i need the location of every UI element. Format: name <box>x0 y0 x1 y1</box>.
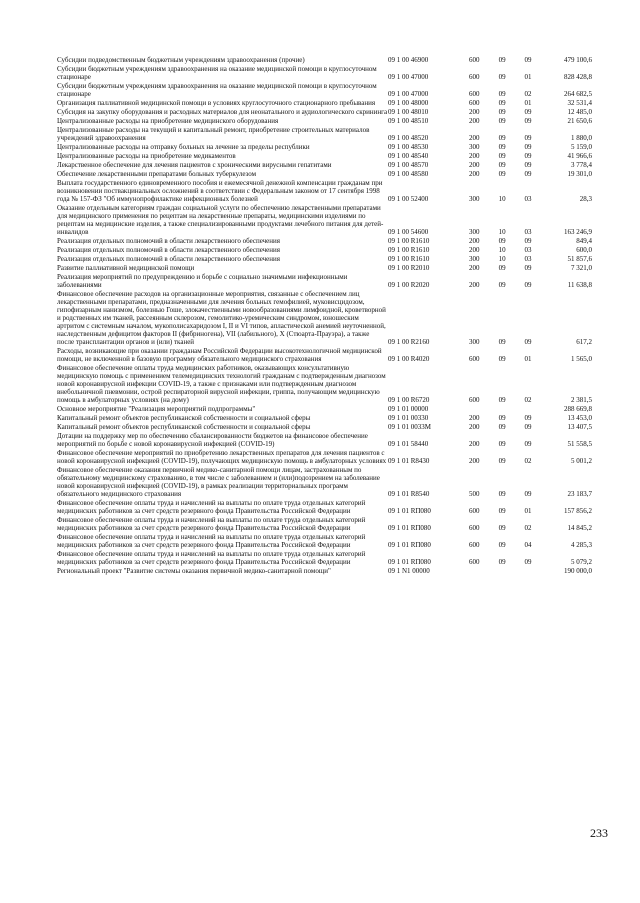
row-subsection-code: 09 <box>524 170 532 178</box>
row-section-code: 09 <box>498 440 506 448</box>
row-amount: 190 000,0 <box>564 567 592 575</box>
row-target-article-code: 09 1 01 RП080 <box>387 541 431 549</box>
table-row <box>57 273 592 290</box>
row-amount: 1 565,0 <box>571 355 592 363</box>
row-section-code: 10 <box>498 195 506 203</box>
row-expense-type-code: 600 <box>468 355 480 363</box>
row-target-article-code: 09 1 01 R8430 <box>387 457 430 465</box>
row-target-article-code: 09 1 N1 00000 <box>387 567 430 575</box>
table-row <box>57 516 592 533</box>
row-amount: 23 183,7 <box>567 490 592 498</box>
row-expense-type-code: 600 <box>468 73 480 81</box>
row-target-article-code: 09 1 01 58440 <box>387 440 429 448</box>
row-expense-type-code: 200 <box>468 414 480 422</box>
table-row <box>57 82 592 99</box>
row-subsection-code: 09 <box>524 134 532 142</box>
row-target-article-code: 09 1 00 48540 <box>387 152 429 160</box>
row-subsection-code: 09 <box>524 152 532 160</box>
row-target-article-code: 09 1 00 52400 <box>387 195 429 203</box>
row-target-article-code: 09 1 01 RП080 <box>387 507 431 515</box>
row-expense-type-code: 200 <box>468 281 480 289</box>
table-row <box>57 405 592 414</box>
row-description: Лекарственное обеспечение для лечения пациентов с хроническими вирусными гепатитами <box>57 161 332 169</box>
row-expense-type-code: 200 <box>468 161 480 169</box>
row-target-article-code: 09 1 00 R6720 <box>387 396 430 404</box>
row-subsection-code: 09 <box>524 558 532 566</box>
row-section-code: 09 <box>498 99 506 107</box>
table-row <box>57 550 592 567</box>
row-subsection-code: 09 <box>524 440 532 448</box>
row-subsection-code: 04 <box>524 541 532 549</box>
row-amount: 2 381,5 <box>571 396 592 404</box>
row-target-article-code: 09 1 00 48520 <box>387 134 429 142</box>
row-section-code: 09 <box>498 423 506 431</box>
row-description: Централизованные расходы на отправку больных на лечение за пределы республики <box>57 143 310 151</box>
row-target-article-code: 09 1 00 48000 <box>387 99 429 107</box>
row-section-code: 09 <box>498 56 506 64</box>
budget-table <box>57 56 592 576</box>
row-description: Расходы, возникающие при оказании гражданам Российской Федерации высокотехнологичной медицинской помощи, не включенной в базовую программу обязательного медицинского страхования <box>57 347 382 363</box>
row-subsection-code: 09 <box>524 414 532 422</box>
row-amount: 288 669,8 <box>564 405 592 413</box>
row-expense-type-code: 500 <box>468 490 480 498</box>
row-description: Оказание отдельным категориям граждан социальной услуги по обеспечению лекарственными препаратами для медицинского применения по рецептам на лекарственные препараты, медицинскими изделиями по рецептам на медицинские изделия, а также специализированными продуктами лечебного питания для детей-инвалидов <box>57 204 384 236</box>
row-description: Централизованные расходы на приобретение медикаментов <box>57 152 236 160</box>
row-amount: 12 485,0 <box>567 108 592 116</box>
row-amount: 21 650,6 <box>567 117 592 125</box>
row-target-article-code: 09 1 00 46900 <box>387 56 429 64</box>
row-target-article-code: 09 1 00 47000 <box>387 90 429 98</box>
table-row <box>57 533 592 550</box>
table-row <box>57 255 592 264</box>
row-subsection-code: 09 <box>524 264 532 272</box>
table-row <box>57 108 592 117</box>
row-section-code: 09 <box>498 490 506 498</box>
row-section-code <box>489 567 514 576</box>
row-section-code: 09 <box>498 152 506 160</box>
row-section-code: 09 <box>498 507 506 515</box>
row-expense-type-code: 300 <box>468 255 480 263</box>
row-section-code: 09 <box>498 108 506 116</box>
row-amount: 5 001,2 <box>571 457 592 465</box>
row-description: Капитальный ремонт объектов республиканской собственности и социальной сферы <box>57 414 311 422</box>
row-expense-type-code: 600 <box>468 396 480 404</box>
row-description: Субсидии бюджетным учреждениям здравоохранения на оказание медицинской помощи в круглосуточном стационаре <box>57 65 377 81</box>
table-row <box>57 246 592 255</box>
row-amount: 32 531,4 <box>567 99 592 107</box>
row-subsection-code: 09 <box>524 56 532 64</box>
row-subsection-code: 01 <box>524 73 532 81</box>
row-subsection-code: 01 <box>524 99 532 107</box>
row-expense-type-code: 200 <box>468 237 480 245</box>
row-expense-type-code: 200 <box>468 117 480 125</box>
row-section-code: 09 <box>498 414 506 422</box>
row-amount: 51 558,5 <box>567 440 592 448</box>
row-amount: 617,2 <box>576 338 592 346</box>
row-description: Субсидии бюджетным учреждениям здравоохранения на оказание медицинской помощи в круглосуточном стационаре <box>57 82 377 98</box>
row-expense-type-code: 200 <box>468 246 480 254</box>
row-subsection-code: 09 <box>524 108 532 116</box>
row-amount: 51 857,6 <box>567 255 592 263</box>
row-amount: 5 159,0 <box>571 143 592 151</box>
row-target-article-code: 09 1 00 48570 <box>387 161 429 169</box>
row-subsection-code: 09 <box>524 161 532 169</box>
row-description: Реализация отдельных полномочий в области лекарственного обеспечения <box>57 255 280 263</box>
row-section-code: 10 <box>498 228 506 236</box>
row-expense-type-code: 600 <box>468 507 480 515</box>
row-amount: 28,3 <box>579 195 592 203</box>
table-row <box>57 449 592 466</box>
row-description: Развитие паллиативной медицинской помощи <box>57 264 195 272</box>
row-amount: 5 079,2 <box>571 558 592 566</box>
row-subsection-code: 02 <box>524 524 532 532</box>
row-description: Финансовое обеспечение оплаты труда и начислений на выплаты по оплате труда отдельных категорий медицинских работников за счет средств резервного фонда Правительства Российской Федерации <box>57 516 366 532</box>
table-row <box>57 179 592 204</box>
row-amount: 264 682,5 <box>564 90 592 98</box>
row-description: Реализация мероприятий по предупреждению и борьбе с социально значимыми инфекционными заболеваниями <box>57 273 348 289</box>
row-description: Финансовое обеспечение оплаты труда и начислений на выплаты по оплате труда отдельных категорий медицинских работников за счет средств резервного фонда Правительства Российской Федерации <box>57 499 366 515</box>
page-number: 233 <box>590 826 608 840</box>
row-amount: 7 321,0 <box>571 264 592 272</box>
row-description: Субсидия на закупку оборудования и расходных материалов для неонатального и аудиологического скрининга <box>57 108 388 116</box>
row-target-article-code: 09 1 01 R8540 <box>387 490 430 498</box>
row-target-article-code: 09 1 01 RП080 <box>387 558 431 566</box>
table-row <box>57 117 592 126</box>
row-expense-type-code: 200 <box>468 440 480 448</box>
table-row <box>57 466 592 499</box>
row-description: Финансовое обеспечение оказания первичной медико-санитарной помощи лицам, застрахованным по обязательному медицинскому страхованию, в том числе с заболеванием и (или)подозрением на заболевание новой коронавирусной инфекцией (COVID-19), в рамках реализации территориальных программ обязательного медицинского страхования <box>57 466 380 498</box>
row-target-article-code: 09 1 01 RП080 <box>387 524 431 532</box>
row-section-code: 09 <box>498 281 506 289</box>
row-section-code: 09 <box>498 90 506 98</box>
table-row <box>57 499 592 516</box>
row-section-code: 09 <box>498 143 506 151</box>
row-expense-type-code <box>459 405 489 414</box>
row-subsection-code: 09 <box>524 237 532 245</box>
row-target-article-code: 09 1 00 R4020 <box>387 355 430 363</box>
row-section-code: 09 <box>498 264 506 272</box>
table-row <box>57 65 592 82</box>
row-description: Капитальный ремонт объектов республиканской собственности и социальной сферы <box>57 423 311 431</box>
row-subsection-code: 03 <box>524 195 532 203</box>
row-section-code: 09 <box>498 355 506 363</box>
row-section-code: 09 <box>498 134 506 142</box>
row-description: Обеспечение лекарственными препаратами больных туберкулезом <box>57 170 257 178</box>
row-section-code: 10 <box>498 255 506 263</box>
row-subsection-code <box>515 405 541 414</box>
table-row <box>57 99 592 108</box>
row-expense-type-code: 600 <box>468 524 480 532</box>
row-amount: 157 856,2 <box>564 507 592 515</box>
row-subsection-code: 09 <box>524 423 532 431</box>
row-subsection-code: 09 <box>524 117 532 125</box>
row-section-code: 09 <box>498 541 506 549</box>
row-expense-type-code: 200 <box>468 423 480 431</box>
row-subsection-code: 03 <box>524 255 532 263</box>
table-row <box>57 423 592 432</box>
budget-table-body <box>57 56 592 576</box>
row-description: Субсидии подведомственным бюджетным учреждениям здравоохранения (прочие) <box>57 56 305 64</box>
row-description: Финансовое обеспечение оплаты труда медицинских работников, оказывающих консультативную медицинскую помощь с применением телемедицинских технологий гражданам с подтвержденным диагнозом новой коронавирусной инфекции COVID-19, а также с признаками или подтвержденным диагнозом внебольничной пневмонии, острой респираторной вирусной инфекции, гриппа, получающим медицинскую помощь в амбулаторных условиях (на дому) <box>57 364 386 404</box>
row-target-article-code: 09 1 00 R2020 <box>387 281 430 289</box>
row-subsection-code: 03 <box>524 246 532 254</box>
row-target-article-code: 09 1 00 R2010 <box>387 264 430 272</box>
row-target-article-code: 09 1 00 48580 <box>387 170 429 178</box>
row-section-code: 09 <box>498 396 506 404</box>
row-expense-type-code: 200 <box>468 152 480 160</box>
table-row <box>57 161 592 170</box>
row-expense-type-code: 200 <box>468 108 480 116</box>
row-section-code: 10 <box>498 246 506 254</box>
row-subsection-code: 02 <box>524 457 532 465</box>
table-row <box>57 143 592 152</box>
row-subsection-code: 09 <box>524 490 532 498</box>
row-target-article-code: 09 1 00 R2160 <box>387 338 430 346</box>
table-row <box>57 432 592 449</box>
row-target-article-code: 09 1 00 R1610 <box>387 255 430 263</box>
row-section-code: 09 <box>498 457 506 465</box>
row-target-article-code: 09 1 01 0033М <box>387 423 431 431</box>
table-row <box>57 204 592 237</box>
row-target-article-code: 09 1 01 00000 <box>387 405 429 413</box>
row-subsection-code: 09 <box>524 281 532 289</box>
row-expense-type-code: 600 <box>468 558 480 566</box>
row-section-code: 09 <box>498 524 506 532</box>
row-section-code: 09 <box>498 117 506 125</box>
row-description: Централизованные расходы на приобретение медицинского оборудования <box>57 117 279 125</box>
row-amount: 19 301,0 <box>567 170 592 178</box>
row-target-article-code: 09 1 00 48510 <box>387 117 429 125</box>
row-expense-type-code: 300 <box>468 195 480 203</box>
table-row <box>57 237 592 246</box>
row-expense-type-code <box>459 567 489 576</box>
row-amount: 13 407,5 <box>567 423 592 431</box>
table-row <box>57 152 592 161</box>
row-subsection-code <box>515 567 541 576</box>
table-row <box>57 126 592 143</box>
row-expense-type-code: 200 <box>468 264 480 272</box>
row-amount: 1 880,0 <box>571 134 592 142</box>
row-amount: 479 100,6 <box>564 56 592 64</box>
table-row <box>57 567 592 576</box>
row-amount: 41 966,6 <box>567 152 592 160</box>
row-description: Финансовое обеспечение мероприятий по приобретению лекарственных препаратов для лечения пациентов с новой коронавирусной инфекцией (COVID-19), получающих медицинскую помощь в амбулаторных условиях <box>57 449 387 465</box>
table-row <box>57 347 592 364</box>
row-target-article-code: 09 1 00 R1610 <box>387 237 430 245</box>
row-target-article-code: 09 1 00 48530 <box>387 143 429 151</box>
row-expense-type-code: 600 <box>468 90 480 98</box>
row-section-code: 09 <box>498 338 506 346</box>
row-target-article-code: 09 1 00 54600 <box>387 228 429 236</box>
row-expense-type-code: 600 <box>468 99 480 107</box>
row-amount: 14 845,2 <box>567 524 592 532</box>
row-amount: 849,4 <box>576 237 592 245</box>
row-subsection-code: 02 <box>524 90 532 98</box>
row-expense-type-code: 300 <box>468 143 480 151</box>
row-expense-type-code: 300 <box>468 228 480 236</box>
row-section-code <box>489 405 514 414</box>
row-subsection-code: 09 <box>524 143 532 151</box>
row-expense-type-code: 200 <box>468 170 480 178</box>
table-row <box>57 364 592 405</box>
row-amount: 4 285,3 <box>571 541 592 549</box>
row-description: Финансовое обеспечение расходов на организационные мероприятия, связанные с обеспечением лиц лекарственными препаратами, предназначенными для лечения больных гемофилией, муковисцидозом, гипофизарным нанизмом, болезнью Гоше, злокачественными новообразованиями лимфоидной, кроветворной и родственных им тканей, рассеянным склерозом, гемолитико-уремическим синдромом, юношеским артритом с системным началом, мукополисахаридозом I, II и VI типов, апластической анемией неуточненной, наследственным дефицитом факторов II (фибриногена), VII (лабильного), X (Стюарта-Прауэра), а также после трансплантации органов и (или) тканей <box>57 290 386 346</box>
row-section-code: 09 <box>498 170 506 178</box>
row-target-article-code: 09 1 00 R1610 <box>387 246 430 254</box>
table-row <box>57 264 592 273</box>
row-description: Финансовое обеспечение оплаты труда и начислений на выплаты по оплате труда отдельных категорий медицинских работников за счет средств резервного фонда Правительства Российской Федерации <box>57 550 366 566</box>
row-description: Выплата государственного единовременного пособия и ежемесячной денежной компенсации гражданам при возникновении поствакцинальных осложнений в соответствии с Федеральным законом от 17 сентября 1998 года № 157-ФЗ "Об иммунопрофилактике инфекционных болезней <box>57 179 383 203</box>
row-expense-type-code: 200 <box>468 134 480 142</box>
row-amount: 13 453,0 <box>567 414 592 422</box>
row-expense-type-code: 600 <box>468 541 480 549</box>
table-row <box>57 170 592 179</box>
table-row <box>57 414 592 423</box>
row-amount: 828 428,8 <box>564 73 592 81</box>
row-amount: 163 246,9 <box>564 228 592 236</box>
row-subsection-code: 03 <box>524 228 532 236</box>
row-expense-type-code: 600 <box>468 56 480 64</box>
row-section-code: 09 <box>498 558 506 566</box>
row-description: Финансовое обеспечение оплаты труда и начислений на выплаты по оплате труда отдельных категорий медицинских работников за счет средств резервного фонда Правительства Российской Федерации <box>57 533 366 549</box>
row-section-code: 09 <box>498 161 506 169</box>
row-expense-type-code: 300 <box>468 338 480 346</box>
row-amount: 600,0 <box>576 246 592 254</box>
row-description: Основное мероприятие "Реализация мероприятий подпрограммы" <box>57 405 256 413</box>
row-description: Региональный проект "Развитие системы оказания первичной медико-санитарной помощи" <box>57 567 331 575</box>
table-row <box>57 290 592 347</box>
row-subsection-code: 09 <box>524 338 532 346</box>
row-description: Реализация отдельных полномочий в области лекарственного обеспечения <box>57 246 280 254</box>
row-subsection-code: 01 <box>524 507 532 515</box>
row-description: Централизованные расходы на текущий и капитальный ремонт, приобретение строительных материалов учреждений здравоохранения <box>57 126 370 142</box>
row-section-code: 09 <box>498 237 506 245</box>
row-expense-type-code: 200 <box>468 457 480 465</box>
row-amount: 3 778,4 <box>571 161 592 169</box>
row-description: Организация паллиативной медицинской помощи в условиях круглосуточного стационарного пребывания <box>57 99 376 107</box>
row-description: Дотации на поддержку мер по обеспечению сбалансированности бюджетов на финансовое обеспечение мероприятий по борьбе с новой коронавирусной инфекцией (COVID-19) <box>57 432 368 448</box>
row-amount: 11 638,8 <box>567 281 592 289</box>
row-section-code: 09 <box>498 73 506 81</box>
row-target-article-code: 09 1 00 48010 <box>387 108 429 116</box>
row-subsection-code: 02 <box>524 396 532 404</box>
row-target-article-code: 09 1 01 00330 <box>387 414 429 422</box>
row-target-article-code: 09 1 00 47000 <box>387 73 429 81</box>
row-description: Реализация отдельных полномочий в области лекарственного обеспечения <box>57 237 280 245</box>
table-row <box>57 56 592 65</box>
row-subsection-code: 01 <box>524 355 532 363</box>
